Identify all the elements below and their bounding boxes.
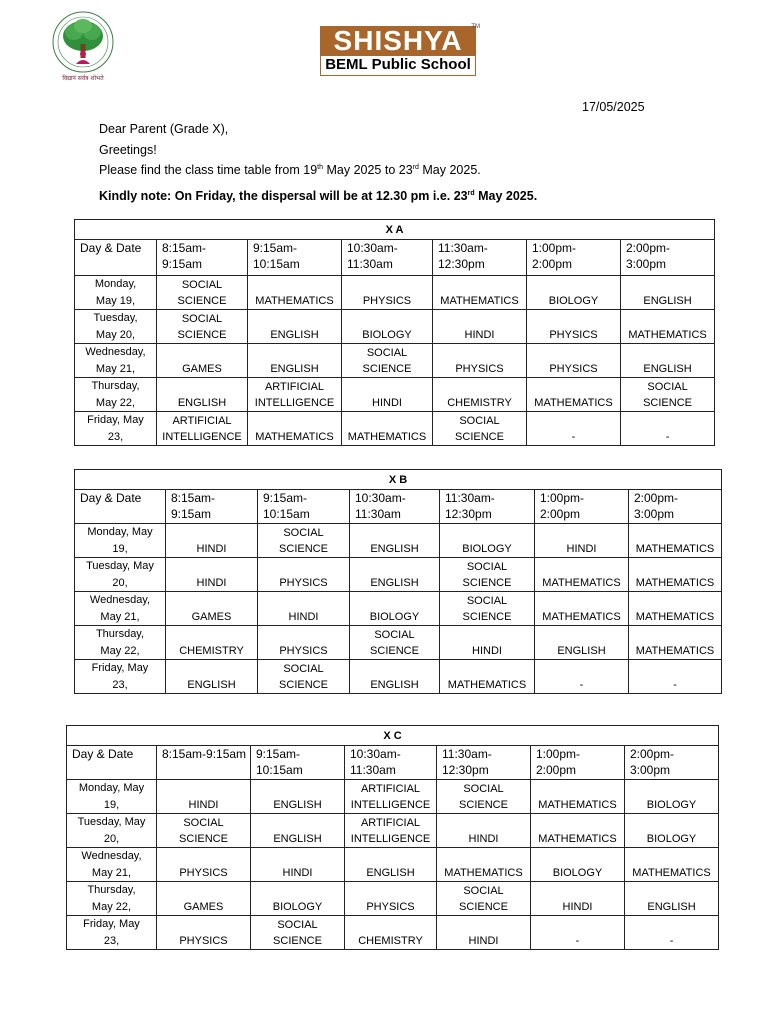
subject-cell: BIOLOGY: [625, 780, 719, 814]
day-cell: Thursday, May 22,: [75, 626, 166, 660]
subject-cell: HINDI: [535, 524, 629, 558]
salutation: Dear Parent (Grade X),: [99, 122, 229, 136]
subject-cell: BIOLOGY: [342, 310, 433, 344]
letter-body: [99, 119, 481, 181]
timetable-xa: [74, 219, 715, 446]
subject-cell: CHEMISTRY: [345, 916, 437, 950]
header-period: 8:15am- 9:15am: [157, 240, 248, 276]
subject-cell: ENGLISH: [350, 558, 440, 592]
timetable-xc: [66, 725, 719, 950]
subject-cell: MATHEMATICS: [531, 780, 625, 814]
day-cell: Monday, May 19,: [75, 276, 157, 310]
subject-cell: GAMES: [157, 344, 248, 378]
subject-cell: SOCIAL SCIENCE: [251, 916, 345, 950]
subject-cell: BIOLOGY: [527, 276, 621, 310]
day-cell: Tuesday, May 20,: [75, 310, 157, 344]
subject-cell: ENGLISH: [621, 276, 715, 310]
section-title: X B: [75, 470, 722, 490]
subject-cell: BIOLOGY: [350, 592, 440, 626]
subject-cell: MATHEMATICS: [629, 626, 722, 660]
header-day-date: Day & Date: [67, 746, 157, 780]
subject-cell: MATHEMATICS: [629, 558, 722, 592]
header-period: 9:15am- 10:15am: [251, 746, 345, 780]
subject-cell: SOCIAL SCIENCE: [437, 882, 531, 916]
subject-cell: -: [527, 412, 621, 446]
emblem-motto: विद्यानं सर्वत्र शोभते: [62, 75, 104, 82]
note-sup: rd: [467, 189, 475, 197]
header-day-date: Day & Date: [75, 490, 166, 524]
subject-cell: ENGLISH: [248, 310, 342, 344]
subject-cell: ARTIFICIAL INTELLIGENCE: [157, 412, 248, 446]
subject-cell: -: [531, 916, 625, 950]
body-mid: May 2025 to 23: [323, 163, 413, 177]
subject-cell: ENGLISH: [350, 524, 440, 558]
table-row: [67, 814, 719, 848]
body-prefix: Please find the class time table from 19: [99, 163, 318, 177]
brand-subtitle: BEML Public School: [320, 56, 476, 76]
subject-cell: PHYSICS: [157, 848, 251, 882]
header-period: 2:00pm- 3:00pm: [625, 746, 719, 780]
subject-cell: MATHEMATICS: [621, 310, 715, 344]
header-period: 1:00pm- 2:00pm: [531, 746, 625, 780]
header-period: 2:00pm- 3:00pm: [629, 490, 722, 524]
subject-cell: PHYSICS: [527, 344, 621, 378]
subject-cell: BIOLOGY: [531, 848, 625, 882]
subject-cell: HINDI: [166, 524, 258, 558]
subject-cell: PHYSICS: [527, 310, 621, 344]
subject-cell: HINDI: [342, 378, 433, 412]
subject-cell: SOCIAL SCIENCE: [621, 378, 715, 412]
subject-cell: PHYSICS: [258, 626, 350, 660]
subject-cell: MATHEMATICS: [629, 592, 722, 626]
subject-cell: SOCIAL SCIENCE: [258, 524, 350, 558]
day-cell: Friday, May 23,: [67, 916, 157, 950]
day-cell: Wednesday, May 21,: [75, 344, 157, 378]
timetable-xb: [74, 469, 722, 694]
subject-cell: PHYSICS: [342, 276, 433, 310]
table-row: [75, 378, 715, 412]
table-row: [75, 310, 715, 344]
body-line: [99, 160, 481, 181]
subject-cell: -: [625, 916, 719, 950]
subject-cell: HINDI: [437, 916, 531, 950]
subject-cell: SOCIAL SCIENCE: [440, 592, 535, 626]
day-cell: Tuesday, May 20,: [75, 558, 166, 592]
day-cell: Tuesday, May 20,: [67, 814, 157, 848]
subject-cell: MATHEMATICS: [342, 412, 433, 446]
subject-cell: SOCIAL SCIENCE: [342, 344, 433, 378]
shishya-brand-logo: [320, 24, 480, 76]
header-period: 9:15am- 10:15am: [248, 240, 342, 276]
subject-cell: MATHEMATICS: [535, 592, 629, 626]
table-row: [75, 592, 722, 626]
subject-cell: ENGLISH: [535, 626, 629, 660]
subject-cell: ENGLISH: [350, 660, 440, 694]
subject-cell: SOCIAL SCIENCE: [433, 412, 527, 446]
body-sup-1: th: [317, 163, 324, 171]
subject-cell: PHYSICS: [258, 558, 350, 592]
table-row: [67, 848, 719, 882]
subject-cell: SOCIAL SCIENCE: [258, 660, 350, 694]
subject-cell: HINDI: [531, 882, 625, 916]
greeting: Greetings!: [99, 142, 157, 157]
header-period: 8:15am-9:15am: [157, 746, 251, 780]
header-period: 10:30am- 11:30am: [345, 746, 437, 780]
day-cell: Monday, May 19,: [75, 524, 166, 558]
subject-cell: ARTIFICIAL INTELLIGENCE: [345, 780, 437, 814]
subject-cell: PHYSICS: [433, 344, 527, 378]
subject-cell: ARTIFICIAL INTELLIGENCE: [345, 814, 437, 848]
day-cell: Wednesday, May 21,: [67, 848, 157, 882]
subject-cell: MATHEMATICS: [248, 412, 342, 446]
subject-cell: ENGLISH: [621, 344, 715, 378]
subject-cell: -: [629, 660, 722, 694]
day-cell: Monday, May 19,: [67, 780, 157, 814]
table-row: [67, 780, 719, 814]
table-row: [67, 916, 719, 950]
header-period: 11:30am- 12:30pm: [440, 490, 535, 524]
header-period: 10:30am- 11:30am: [342, 240, 433, 276]
header-period: 1:00pm- 2:00pm: [527, 240, 621, 276]
subject-cell: GAMES: [166, 592, 258, 626]
table-row: [75, 558, 722, 592]
subject-cell: HINDI: [433, 310, 527, 344]
day-cell: Friday, May 23,: [75, 660, 166, 694]
subject-cell: SOCIAL SCIENCE: [157, 276, 248, 310]
letter-date: 17/05/2025: [582, 100, 645, 114]
header-period: 9:15am- 10:15am: [258, 490, 350, 524]
subject-cell: ENGLISH: [251, 780, 345, 814]
note-prefix: Kindly note: On Friday, the dispersal will be at 12.30 pm i.e. 23: [99, 189, 468, 203]
table-row: [75, 276, 715, 310]
subject-cell: PHYSICS: [157, 916, 251, 950]
subject-cell: BIOLOGY: [625, 814, 719, 848]
subject-cell: ENGLISH: [251, 814, 345, 848]
table-row: [75, 524, 722, 558]
dispersal-note: [99, 189, 537, 203]
day-cell: Wednesday, May 21,: [75, 592, 166, 626]
tree-emblem-icon: [46, 10, 120, 76]
table-row: [67, 882, 719, 916]
body-sup-2: rd: [412, 163, 419, 171]
subject-cell: MATHEMATICS: [527, 378, 621, 412]
body-suffix: May 2025.: [418, 163, 481, 177]
day-cell: Friday, May 23,: [75, 412, 157, 446]
subject-cell: BIOLOGY: [251, 882, 345, 916]
table-row: [75, 660, 722, 694]
subject-cell: ENGLISH: [248, 344, 342, 378]
brand-name: SHISHYA: [320, 26, 476, 56]
note-suffix: May 2025.: [474, 189, 538, 203]
subject-cell: HINDI: [258, 592, 350, 626]
subject-cell: CHEMISTRY: [433, 378, 527, 412]
subject-cell: HINDI: [440, 626, 535, 660]
subject-cell: HINDI: [157, 780, 251, 814]
subject-cell: SOCIAL SCIENCE: [157, 310, 248, 344]
header-period: 2:00pm- 3:00pm: [621, 240, 715, 276]
table-row: [75, 344, 715, 378]
subject-cell: MATHEMATICS: [248, 276, 342, 310]
subject-cell: SOCIAL SCIENCE: [440, 558, 535, 592]
day-cell: Thursday, May 22,: [67, 882, 157, 916]
subject-cell: SOCIAL SCIENCE: [157, 814, 251, 848]
school-emblem-logo: [46, 10, 120, 84]
subject-cell: -: [535, 660, 629, 694]
subject-cell: BIOLOGY: [440, 524, 535, 558]
trademark-mark: TM: [471, 24, 480, 30]
section-title: X C: [67, 726, 719, 746]
table-row: [75, 412, 715, 446]
subject-cell: CHEMISTRY: [166, 626, 258, 660]
subject-cell: -: [621, 412, 715, 446]
header-period: 8:15am- 9:15am: [166, 490, 258, 524]
subject-cell: HINDI: [437, 814, 531, 848]
subject-cell: ENGLISH: [345, 848, 437, 882]
subject-cell: SOCIAL SCIENCE: [350, 626, 440, 660]
day-cell: Thursday, May 22,: [75, 378, 157, 412]
subject-cell: SOCIAL SCIENCE: [437, 780, 531, 814]
subject-cell: MATHEMATICS: [625, 848, 719, 882]
subject-cell: GAMES: [157, 882, 251, 916]
header-period: 1:00pm- 2:00pm: [535, 490, 629, 524]
subject-cell: MATHEMATICS: [433, 276, 527, 310]
subject-cell: HINDI: [251, 848, 345, 882]
header-day-date: Day & Date: [75, 240, 157, 276]
subject-cell: MATHEMATICS: [531, 814, 625, 848]
subject-cell: ENGLISH: [166, 660, 258, 694]
subject-cell: MATHEMATICS: [535, 558, 629, 592]
subject-cell: ENGLISH: [625, 882, 719, 916]
section-title: X A: [75, 220, 715, 240]
table-row: [75, 626, 722, 660]
subject-cell: HINDI: [166, 558, 258, 592]
header-period: 11:30am- 12:30pm: [433, 240, 527, 276]
subject-cell: ARTIFICIAL INTELLIGENCE: [248, 378, 342, 412]
subject-cell: MATHEMATICS: [437, 848, 531, 882]
subject-cell: PHYSICS: [345, 882, 437, 916]
header-period: 11:30am- 12:30pm: [437, 746, 531, 780]
subject-cell: ENGLISH: [157, 378, 248, 412]
subject-cell: MATHEMATICS: [629, 524, 722, 558]
subject-cell: MATHEMATICS: [440, 660, 535, 694]
header-period: 10:30am- 11:30am: [350, 490, 440, 524]
